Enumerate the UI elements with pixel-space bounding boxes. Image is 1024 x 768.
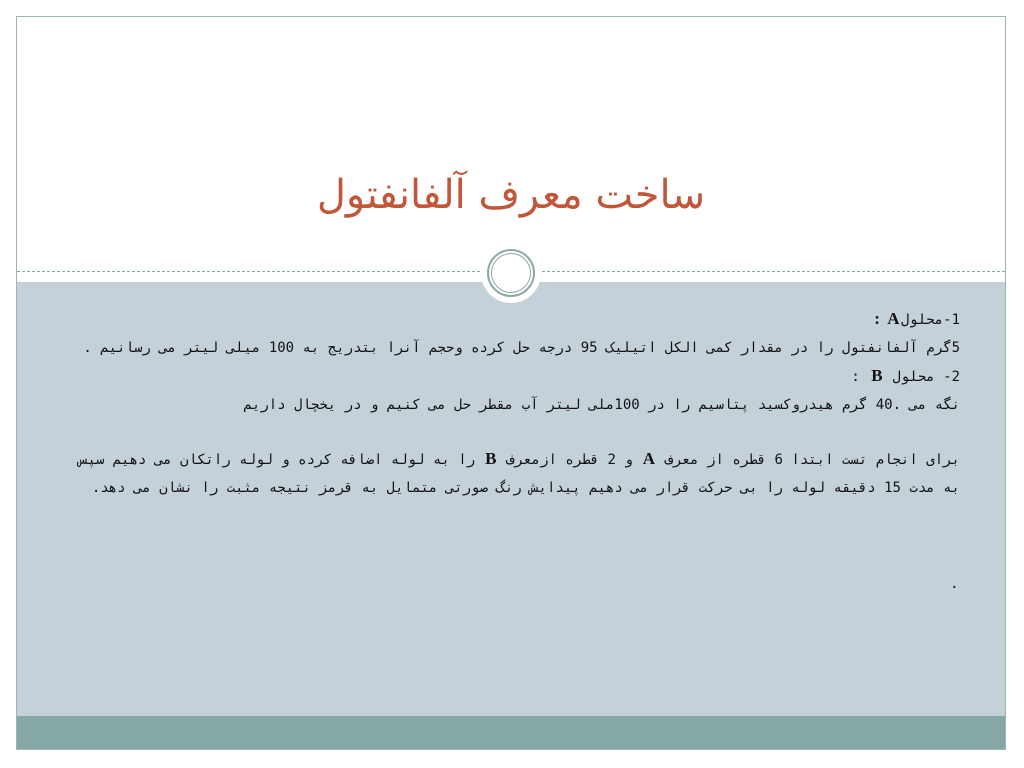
circle-ornament-icon bbox=[481, 243, 541, 303]
slide-title: ساخت معرف آلفانفتول bbox=[316, 172, 706, 218]
procedure-letter-a: A bbox=[642, 449, 657, 468]
procedure-part-3: را به لوله اضافه کرده و لوله راتکان می دهیم سپس به مدت 15 دقیقه لوله را بی حرکت قرار می دهیم پیدایش رنگ صورتی متمایل به قرمز نتیجه مثبت را نشان می دهد. bbox=[79, 452, 960, 496]
line-solution-b bbox=[60, 362, 960, 391]
spacer bbox=[60, 502, 960, 570]
line-dot: . bbox=[950, 576, 960, 592]
line-solution-a bbox=[60, 305, 960, 334]
slide-body bbox=[60, 305, 960, 598]
footer-bar bbox=[17, 716, 1005, 750]
solution-a-label: 1-محلول bbox=[900, 312, 960, 328]
procedure-letter-b: B bbox=[485, 449, 498, 468]
line-solution-b-desc: نگه می .40 گرم هیدروکسید پتاسیم را در 100ملی لیتر آب مقطر حل می کنیم و در یخچال داریم bbox=[243, 397, 960, 413]
solution-b-label: 2- محلول bbox=[884, 369, 960, 385]
procedure-part-1: برای انجام تست ابتدا 6 قطره از معرف bbox=[656, 452, 960, 468]
spacer bbox=[60, 419, 960, 445]
solution-b-colon: : bbox=[851, 369, 872, 385]
line-procedure bbox=[60, 445, 960, 502]
solution-b-letter: B bbox=[871, 366, 885, 385]
procedure-part-2: و 2 قطره ازمعرف bbox=[497, 452, 643, 468]
title-area bbox=[17, 17, 1005, 271]
line-solution-a-desc: 5گرم آلفانفتول را در مقدار کمی الکل اتیلیک 95 درجه حل کرده وحجم آنرا بتدریج به 100 میلی لیتر می رسانیم . bbox=[83, 340, 960, 356]
solution-a-letter: A bbox=[887, 309, 901, 328]
solution-a-colon: : bbox=[874, 309, 888, 328]
